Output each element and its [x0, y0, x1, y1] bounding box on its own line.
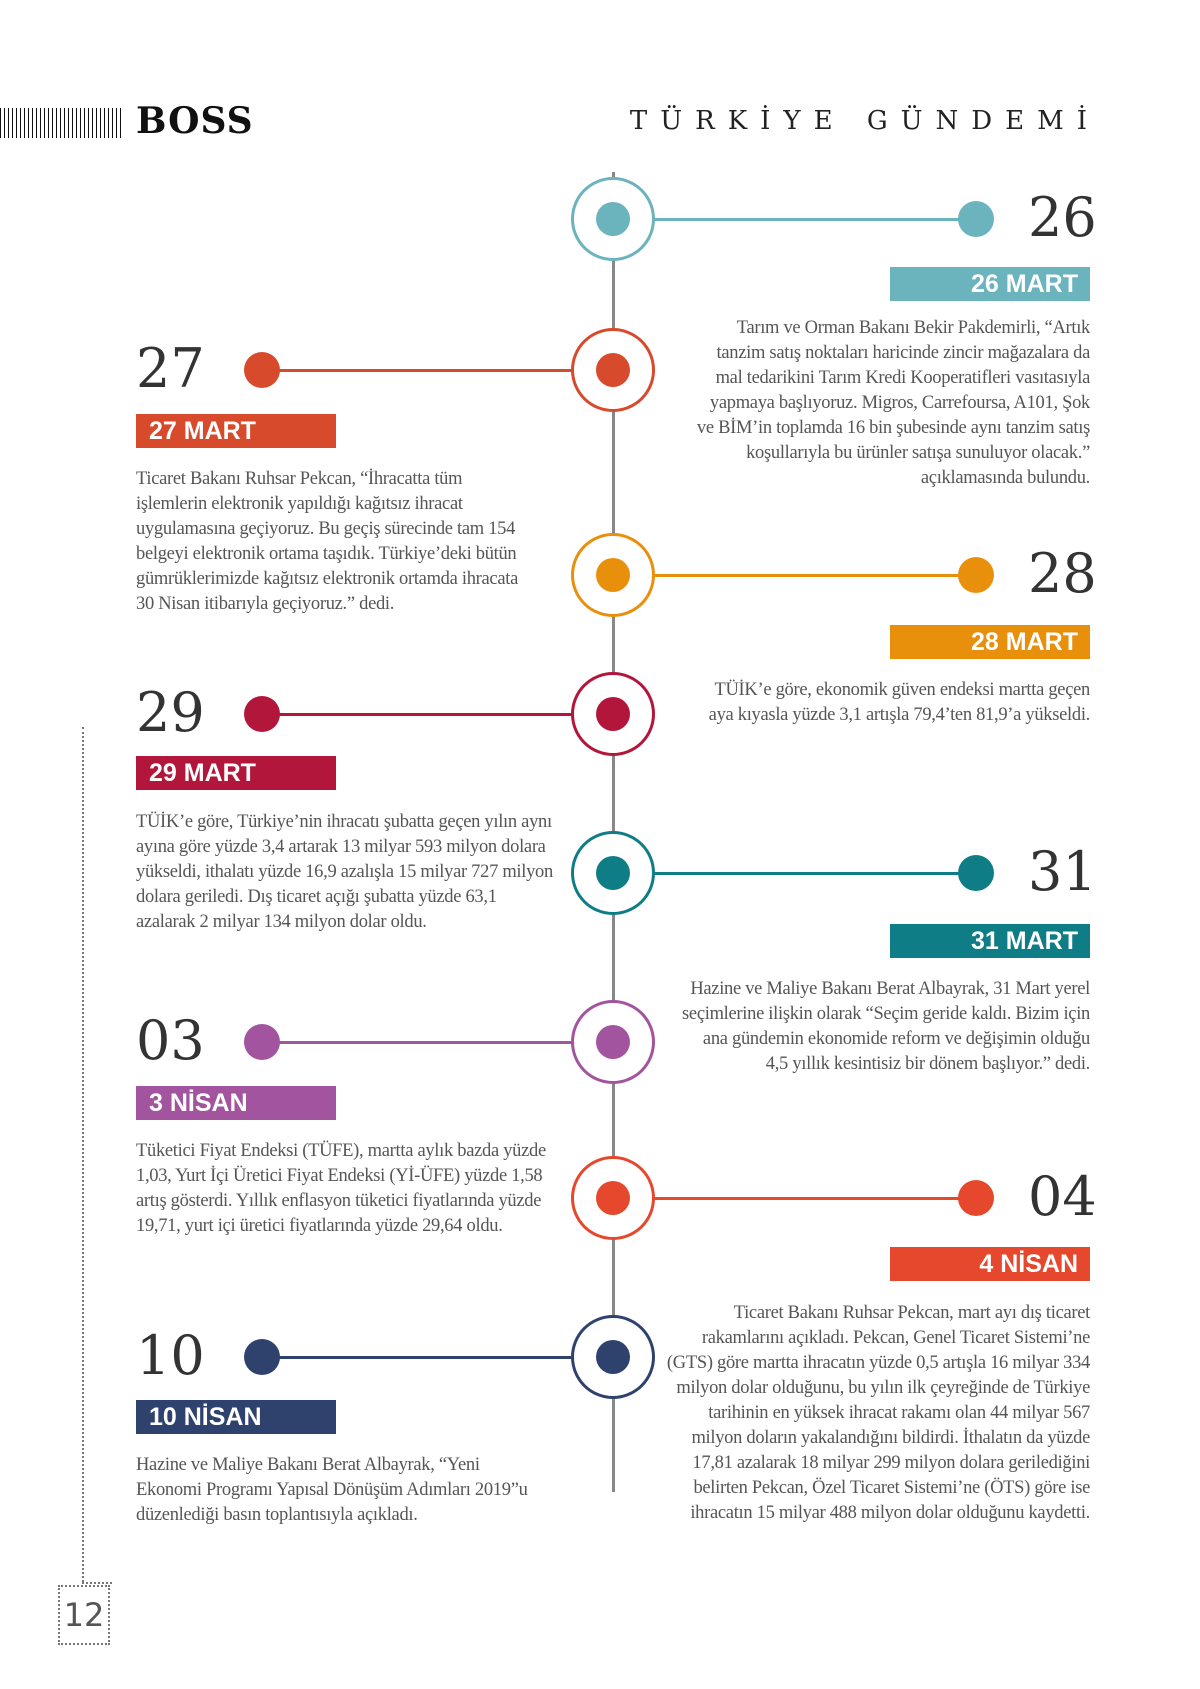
entry-text: Hazine ve Maliye Bakanı Berat Albayrak, “Yeni Ekonomi Programı Yapısal Dönüşüm Adımları 2019”u düzenlediği basın toplantısıyla açıkladı. — [136, 1455, 528, 1525]
timeline-connector — [262, 369, 613, 372]
day-number: 10 — [136, 1324, 205, 1387]
date-label-band: 4 NİSAN — [890, 1247, 1090, 1281]
day-number: 29 — [136, 681, 205, 744]
timeline-node-dot — [596, 1181, 630, 1215]
day-number: 04 — [1028, 1165, 1097, 1228]
timeline-connector — [262, 1356, 613, 1359]
timeline-node — [571, 672, 655, 756]
timeline-node — [571, 533, 655, 617]
timeline-node-dot — [596, 697, 630, 731]
entry-text: Ticaret Bakanı Ruhsar Pekcan, “İhracatta tüm işlemlerin elektronik yapıldığı kağıtsız ihracat uygulamasına geçiyoruz. Bu geçiş sürecinde tam 154 belgeyi elektronik ortama taşıdık. Türkiye’deki bütün gümrüklerimizde kağıtsız elektronik ortamda ihracata 30 Nisan itibarıyla geçiyoruz.” dedi. — [136, 469, 518, 614]
margin-dotted-connector — [82, 1582, 112, 1584]
day-number: 26 — [1028, 186, 1097, 249]
entry-text: Ticaret Bakanı Ruhsar Pekcan, mart ayı dış ticaret rakamlarını açıkladı. Pekcan, Genel Ticaret Sistemi’ne (GTS) göre martta ihracatın yüzde 0,5 artışla 16 milyar 334 milyon dolar olduğunu, bu yılın ilk çeyreğinde de Türkiye tarihinin en yüksek ihracat rakamı olan 44 milyar 567 milyon doların yakalandığını bildirdi. İthalatın da yüzde 17,81 azalarak 18 milyar 299 milyon dolara gerilediğini belirten Pekcan, Özel Ticaret Sistemi’ne (ÖTS) göre ise ihracatın 15 milyar 488 milyon dolar olduğunu kaydetti. — [666, 1303, 1090, 1523]
date-label-band: 26 MART — [890, 267, 1090, 301]
timeline-connector — [613, 574, 975, 577]
date-label-band: 3 NİSAN — [136, 1086, 336, 1120]
timeline-node — [571, 328, 655, 412]
timeline-end-dot — [958, 201, 994, 237]
timeline-connector — [613, 872, 975, 875]
timeline-node-dot — [596, 1340, 630, 1374]
margin-dotted-line — [82, 727, 84, 1582]
date-label-band: 29 MART — [136, 756, 336, 790]
entry-text: Tüketici Fiyat Endeksi (TÜFE), martta aylık bazda yüzde 1,03, Yurt İçi Üretici Fiyat Endeksi (Yİ-ÜFE) yüzde 1,58 artış gösterdi. Yıllık enflasyon tüketici fiyatlarında yüzde 19,71, yurt içi üretici fiyatlarında yüzde 29,64 oldu. — [136, 1141, 546, 1236]
date-label-band: 27 MART — [136, 414, 336, 448]
timeline-end-dot — [244, 696, 280, 732]
timeline-connector — [613, 218, 975, 221]
timeline-node-dot — [596, 856, 630, 890]
timeline-node-dot — [596, 202, 630, 236]
timeline-end-dot — [244, 1024, 280, 1060]
timeline-connector — [262, 713, 613, 716]
timeline-end-dot — [958, 855, 994, 891]
timeline-connector — [613, 1197, 975, 1200]
entry-text: Hazine ve Maliye Bakanı Berat Albayrak, 31 Mart yerel seçimlerine ilişkin olarak “Seçim geride kaldı. Bizim için ana gündemin ekonomide reform ve değişimin olduğu 4,5 yıllık kesintisiz bir dönem başlıyor.” dedi. — [682, 979, 1090, 1074]
timeline-node-dot — [596, 1025, 630, 1059]
section-title: TÜRKİYE GÜNDEMİ — [629, 106, 1100, 136]
day-number: 31 — [1028, 840, 1097, 903]
entry-text: Tarım ve Orman Bakanı Bekir Pakdemirli, “Artık tanzim satış noktaları haricinde zincir mağazalara da mal tedarikini Tarım Kredi Kooperatifleri vasıtasıyla yapmaya başlıyoruz. Migros, Carrefoursa, A101, Şok ve BİM’in toplamda 16 bin şubesinde aynı tanzim satış koşullarıyla bu ürünler satışa sunuluyor olacak.” açıklamasında bulundu. — [696, 318, 1090, 488]
page-number: 12 — [58, 1585, 110, 1645]
entry-text: TÜİK’e göre, ekonomik güven endeksi martta geçen aya kıyasla yüzde 3,1 artışla 79,4’ten 81,9’a yükseldi. — [708, 680, 1090, 725]
barcode-decoration — [0, 108, 122, 138]
date-label-band: 31 MART — [890, 924, 1090, 958]
timeline-node-dot — [596, 353, 630, 387]
date-label-band: 28 MART — [890, 625, 1090, 659]
brand-logo: BOSS — [136, 100, 254, 142]
entry-text: TÜİK’e göre, Türkiye’nin ihracatı şubatta geçen yılın aynı ayına göre yüzde 3,4 artarak 13 milyar 593 milyon dolara yükseldi, ithalatı yüzde 16,9 azalışla 15 milyar 727 milyon dolara geriledi. Dış ticaret açığı şubatta yüzde 63,1 azalarak 2 milyar 134 milyon dolar oldu. — [136, 812, 553, 932]
timeline-node-dot — [596, 558, 630, 592]
timeline-node — [571, 177, 655, 261]
timeline-end-dot — [958, 557, 994, 593]
day-number: 28 — [1028, 542, 1097, 605]
date-label-band: 10 NİSAN — [136, 1400, 336, 1434]
timeline-end-dot — [958, 1180, 994, 1216]
timeline-node — [571, 1156, 655, 1240]
day-number: 03 — [136, 1009, 205, 1072]
timeline-connector — [262, 1041, 613, 1044]
timeline-node — [571, 831, 655, 915]
timeline-node — [571, 1315, 655, 1399]
timeline-node — [571, 1000, 655, 1084]
timeline-end-dot — [244, 1339, 280, 1375]
day-number: 27 — [136, 337, 205, 400]
timeline-end-dot — [244, 352, 280, 388]
